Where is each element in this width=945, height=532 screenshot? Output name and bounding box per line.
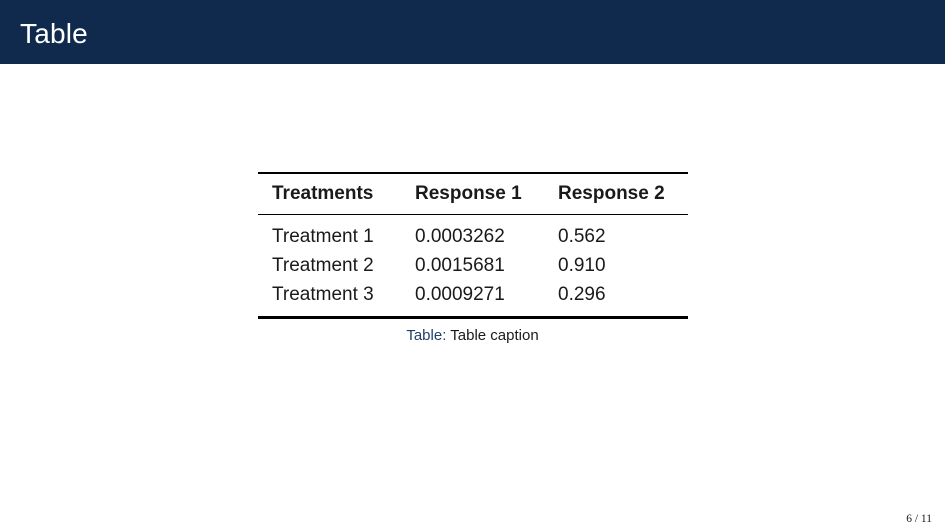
table-row <box>258 215 688 252</box>
table-caption <box>0 327 945 344</box>
column-header-treatments: Treatments <box>258 173 415 215</box>
row-label: Treatment 3 <box>272 283 374 305</box>
table-cell: 0.910 <box>558 254 606 276</box>
table-row <box>258 280 688 318</box>
table-container <box>258 172 688 319</box>
caption-label: Table: <box>406 327 447 344</box>
data-table <box>258 172 688 319</box>
table-cell: 0.0015681 <box>415 254 505 276</box>
table-cell: 0.296 <box>558 283 606 305</box>
table-cell: 0.0003262 <box>415 225 505 247</box>
page-number: 6 / 11 <box>906 513 932 525</box>
table-row <box>258 251 688 280</box>
slide-title: Table <box>20 18 88 49</box>
table-cell: 0.0009271 <box>415 283 505 305</box>
column-header-response-2: Response 2 <box>558 173 688 215</box>
table-header-row <box>258 173 688 215</box>
frame-title-bar <box>0 0 945 64</box>
row-label: Treatment 1 <box>272 225 374 247</box>
column-header-response-1: Response 1 <box>415 173 558 215</box>
caption-text: Table caption <box>450 327 539 344</box>
table-cell: 0.562 <box>558 225 606 247</box>
row-label: Treatment 2 <box>272 254 374 276</box>
